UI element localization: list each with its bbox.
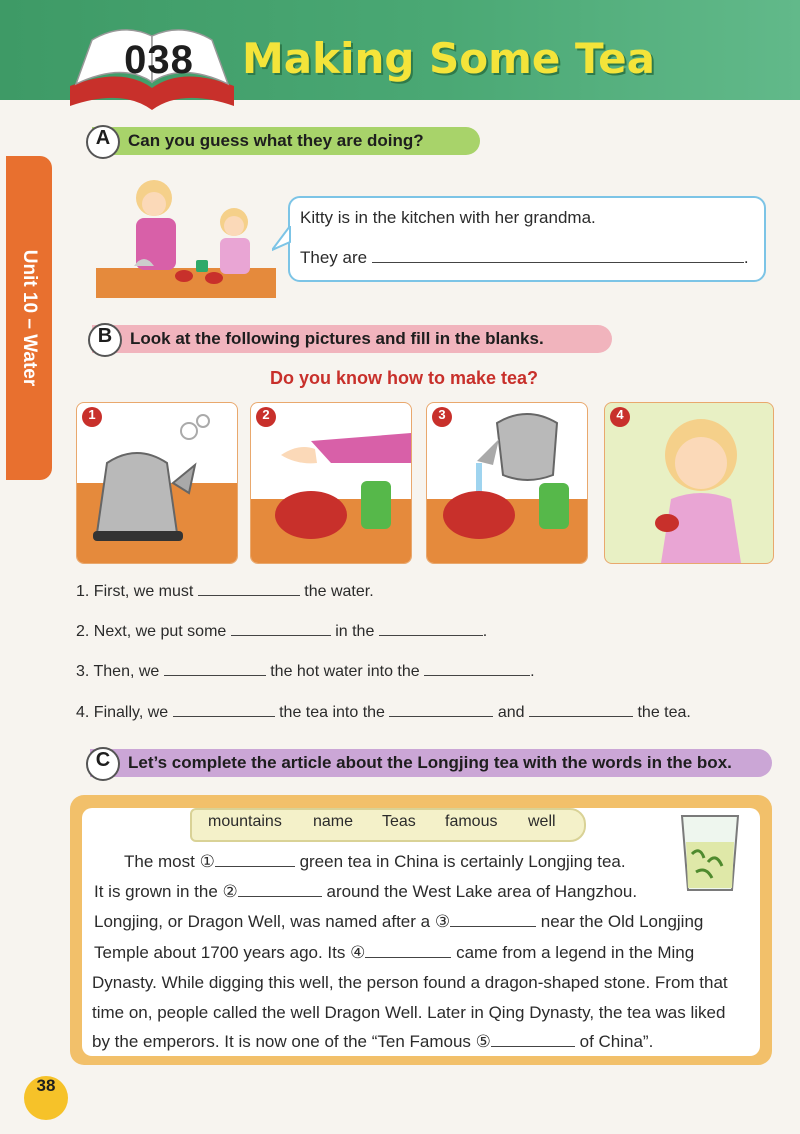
article-text: green tea in China is certainly Longjing tea. [299,852,626,871]
answer-blank[interactable] [450,926,536,927]
word-option: famous [445,813,498,830]
sentence-1 [76,583,374,601]
answer-blank[interactable] [372,262,744,263]
word-option: Teas [382,813,416,830]
kettle-illustration [77,403,237,563]
section-c-instruction: Let’s complete the article about the Longjing tea with the words in the box. [128,753,732,772]
step-picture-4 [604,402,774,564]
step-number-1: 1 [82,407,102,427]
sentence-4 [76,704,691,722]
article-line-7 [92,1032,653,1052]
answer-blank[interactable] [424,675,530,676]
sentence-text: 2. Next, we put some [76,623,227,640]
tea-leaves-illustration [251,403,411,563]
answer-blank[interactable] [231,635,331,636]
sentence-text: 4. Finally, we [76,704,169,721]
article-text: by the emperors. It is now one of the “Ten Famous ⑤ [92,1032,491,1051]
sentence-text: the tea into the [279,704,385,721]
article-text: near the Old Longjing [540,912,704,931]
answer-blank[interactable] [238,896,322,897]
word-option: well [528,813,556,830]
bubble-sentence-2-prefix: They are [300,248,368,267]
section-a-letter: A [86,125,120,159]
sentence-text: . [482,623,488,640]
answer-blank[interactable] [164,675,266,676]
bubble-sentence-1: Kitty is in the kitchen with her grandma. [300,208,596,227]
sentence-text: the hot water into the [270,663,420,680]
article-line-3 [94,912,703,932]
pouring-water-illustration [427,403,587,563]
speech-bubble-tail [272,226,292,256]
kitty-grandma-illustration [96,168,276,298]
article-text: of China”. [579,1032,654,1051]
article-line-4 [94,943,694,963]
article-line-5 [92,973,728,993]
answer-blank[interactable] [379,635,483,636]
answer-blank[interactable] [198,595,300,596]
answer-blank[interactable] [389,716,493,717]
word-option: name [313,813,354,830]
section-b-subtitle: Do you know how to make tea? [270,368,539,388]
section-a-instruction: Can you guess what they are doing? [128,131,424,150]
sentence-text: 1. First, we must [76,583,194,600]
unit-side-tab [6,156,52,480]
sentence-text: . [530,663,535,680]
section-b-letter: B [88,323,122,357]
sentence-text: the water. [304,583,374,600]
unit-label: Unit 10 – Water [19,249,40,387]
answer-blank[interactable] [491,1046,575,1047]
section-c-letter: C [86,747,120,781]
section-b-instruction: Look at the following pictures and fill in the blanks. [130,329,544,348]
step-picture-2 [250,402,412,564]
article-text: time on, people called the well Dragon Well. Later in Qing Dynasty, the tea was liked [92,1003,726,1022]
bubble-sentence-2 [300,248,749,268]
answer-blank[interactable] [215,866,295,867]
article-line-6 [92,1003,725,1023]
step-number-3: 3 [432,407,452,427]
article-text: Longjing, or Dragon Well, was named after a ③ [94,912,451,931]
article-text: It is grown in the ② [94,882,238,901]
sentence-2 [76,623,487,641]
sentence-text: 3. Then, we [76,663,160,680]
answer-blank[interactable] [529,716,633,717]
article-text: came from a legend in the Ming [456,943,695,962]
article-text: The most ① [124,852,215,871]
article-line-2 [94,882,637,902]
answer-blank[interactable] [365,957,451,958]
lesson-number: 038 [124,38,194,82]
step-number-4: 4 [610,407,630,427]
article-text: Temple about 1700 years ago. Its ④ [94,943,366,962]
tea-glass-icon [678,812,742,894]
sentence-text: the tea. [637,704,691,721]
article-line-1 [124,852,626,872]
sentence-text: in the [335,623,375,640]
article-text: around the West Lake area of Hangzhou. [326,882,638,901]
word-option: mountains [208,813,282,830]
answer-blank[interactable] [173,716,275,717]
step-number-2: 2 [256,407,276,427]
step-picture-1 [76,402,238,564]
sentence-text: and [497,704,525,721]
sentence-3 [76,663,535,681]
page-number: 38 [24,1076,68,1120]
bubble-sentence-2-suffix: . [743,248,749,267]
page-title: Making Some Tea [242,34,655,83]
article-text: Dynasty. While digging this well, the person found a dragon-shaped stone. From that [92,973,728,992]
girl-drinking-tea-illustration [605,403,773,563]
step-picture-3 [426,402,588,564]
